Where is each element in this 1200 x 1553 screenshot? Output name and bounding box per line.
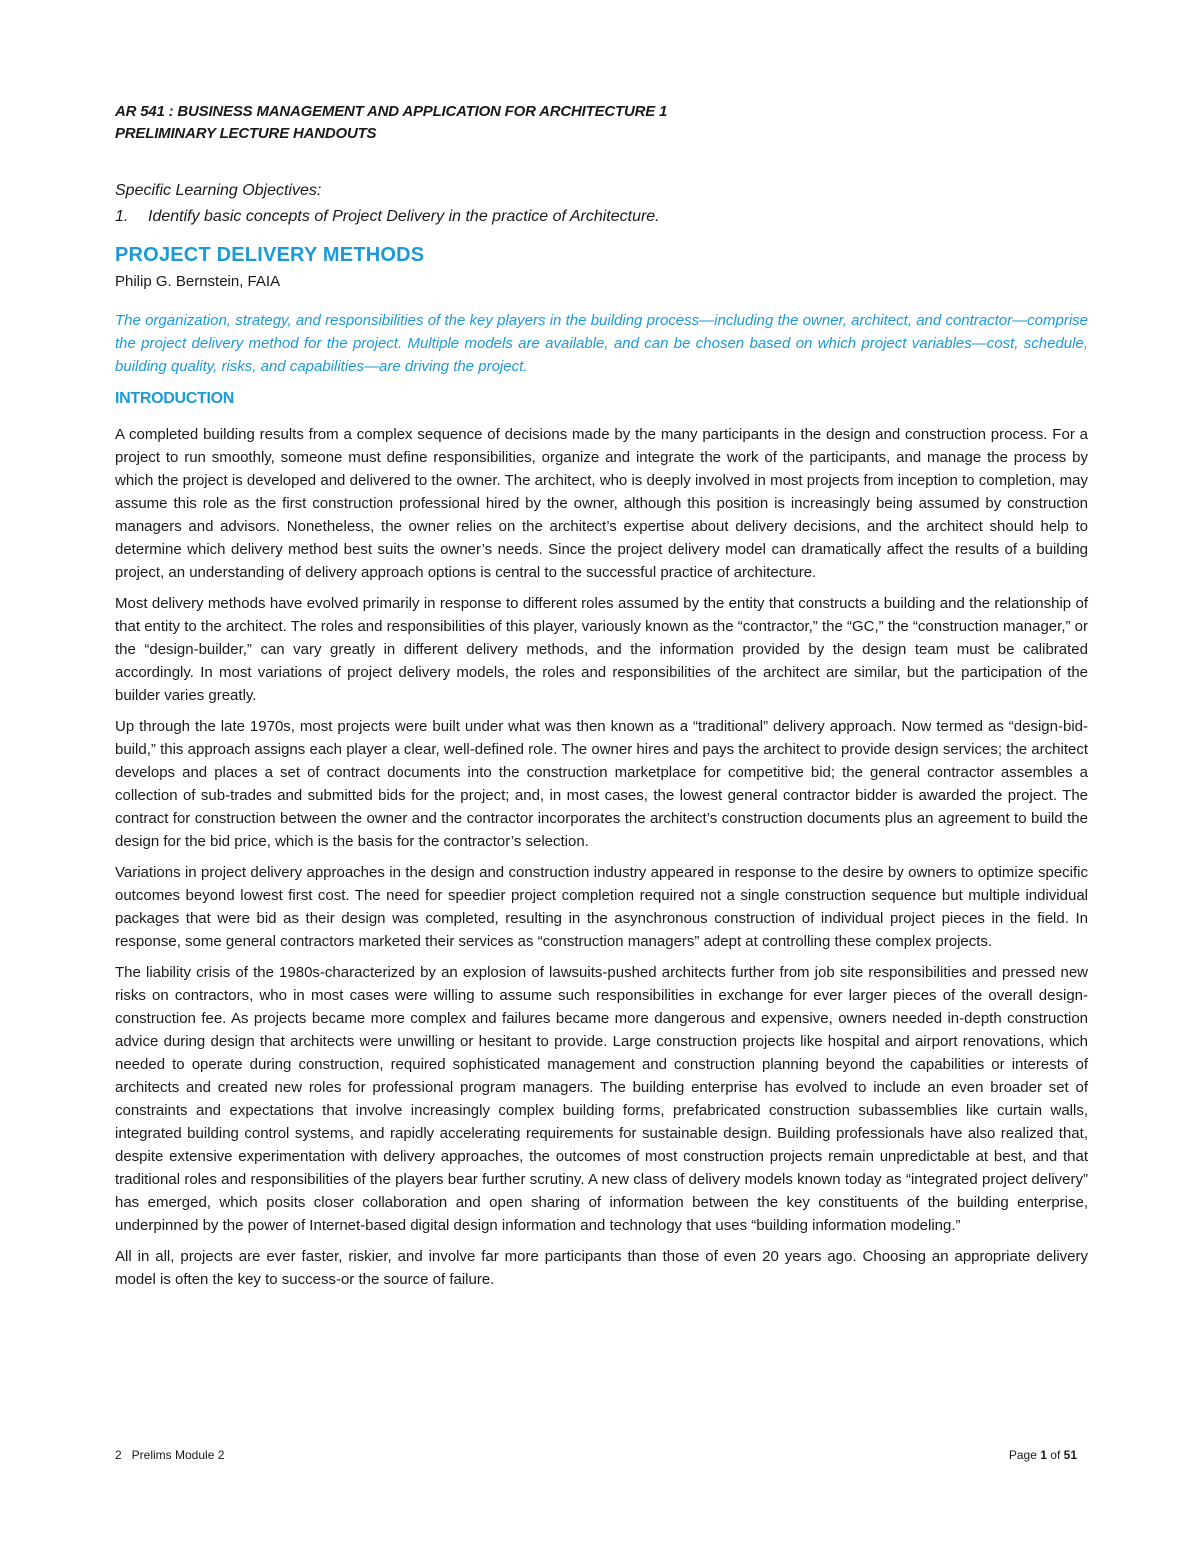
footer-module-label: 2 Prelims Module 2 <box>115 1448 225 1462</box>
course-title: AR 541 : BUSINESS MANAGEMENT AND APPLICATION FOR ARCHITECTURE 1 <box>115 103 668 120</box>
body-paragraph: The liability crisis of the 1980s-characterized by an explosion of lawsuits-pushed architects further from job site responsibilities and pressed new risks on contractors, who in most cases were willing to assume such responsibilities in exchange for ever larger pieces of the overall design-construction fee. As projects became more complex and failures became more dangerous and expensive, owners needed in-depth construction advice during design that architects were unwilling or hesitant to provide. Large construction projects like hospital and airport renovations, which needed to operate during construction, required sophisticated management and construction planning beyond the capabilities or interests of architects and created new roles for professional program managers. The building enterprise has evolved to include an even broader set of constraints and expectations that involve increasingly complex building forms, prefabricated construction subassemblies like curtain walls, integrated building control systems, and rapidly accelerating requirements for sustainable design. Building professionals have also realized that, despite extensive experimentation with delivery approaches, the outcomes of most construction projects remain unpredictable at best, and that traditional roles and responsibilities of the players bear further scrutiny. A new class of delivery models known today as “integrated project delivery” has emerged, which posits closer collaboration and open sharing of information between the key constituents of the building enterprise, underpinned by the power of Internet-based digital design information and technology that uses “building information modeling.” <box>115 964 1088 1234</box>
body-paragraph: Variations in project delivery approaches in the design and construction industry appeared in response to the desire by owners to optimize specific outcomes beyond lowest first cost. The need for speedier project completion required not a single construction sequence but multiple individual packages that were bid as their design was completed, resulting in the asynchronous construction of individual project pieces in the field. In response, some general contractors marketed their services as “construction managers” adept at controlling these complex projects. <box>115 864 1088 950</box>
section-heading: INTRODUCTION <box>115 390 235 407</box>
body-paragraph: All in all, projects are ever faster, riskier, and involve far more participants than those of even 20 years ago. Choosing an appropriate delivery model is often the key to success-or the source of failure. <box>115 1248 1088 1288</box>
article-title: PROJECT DELIVERY METHODS <box>115 244 425 266</box>
objective-item <box>115 204 660 230</box>
objective-number: 1. <box>115 208 129 225</box>
article-abstract: The organization, strategy, and responsibilities of the key players in the building process—including the owner, architect, and contractor—comprise the project delivery method for the project. Multiple models are available, and can be chosen based on which project variables—cost, schedule, building quality, risks, and capabilities—are driving the project. <box>115 312 1088 375</box>
objectives-heading: Specific Learning Objectives: <box>115 182 322 199</box>
body-paragraph: Most delivery methods have evolved primarily in response to different roles assumed by the entity that constructs a building and the relationship of that entity to the architect. The roles and responsibilities of this player, variously known as the “contractor,” the “GC,” the “construction manager,” or the “design-builder,” can vary greatly in different delivery methods, and the information provided by the design team must be calibrated accordingly. In most variations of project delivery models, the roles and responsibilities of the architect are similar, but the participation of the builder varies greatly. <box>115 595 1088 704</box>
course-header <box>115 101 667 145</box>
page-current: 1 <box>1040 1448 1047 1462</box>
objective-text: Identify basic concepts of Project Delivery in the practice of Architecture. <box>148 208 660 225</box>
handout-label: PRELIMINARY LECTURE HANDOUTS <box>115 125 377 142</box>
page-word: Page <box>1008 1448 1037 1462</box>
learning-objectives <box>115 178 660 230</box>
page-footer <box>115 1448 1077 1462</box>
page-number <box>1009 1448 1077 1462</box>
body-paragraph: Up through the late 1970s, most projects were built under what was then known as a “traditional” delivery approach. Now termed as “design-bid-build,” this approach assigns each player a clear, well-defined role. The owner hires and pays the architect to provide design services; the architect develops and places a set of contract documents into the construction marketplace for competitive bid; the general contractor assembles a collection of sub-trades and submitted bids for the project; and, in most cases, the lowest general contractor bidder is awarded the project. The contract for construction between the owner and the contractor incorporates the architect’s construction documents plus an agreement to build the design for the bid price, which is the basis for the contractor’s selection. <box>115 718 1088 850</box>
article-author: Philip G. Bernstein, FAIA <box>115 273 281 290</box>
page-of-word: of <box>1050 1448 1061 1462</box>
article-body <box>115 423 1088 1299</box>
page-total: 51 <box>1063 1448 1077 1462</box>
body-paragraph: A completed building results from a complex sequence of decisions made by the many participants in the design and construction process. For a project to run smoothly, someone must define responsibilities, organize and integrate the work of the participants, and manage the process by which the project is developed and delivered to the owner. The architect, who is deeply involved in most projects from inception to completion, may assume this role as the first construction professional hired by the owner, although this position is increasingly being assumed by construction managers and advisors. Nonetheless, the owner relies on the architect’s expertise about delivery decisions, and the architect should help to determine which delivery method best suits the owner’s needs. Since the project delivery model can dramatically affect the results of a building project, an understanding of delivery approach options is central to the successful practice of architecture. <box>115 426 1088 581</box>
